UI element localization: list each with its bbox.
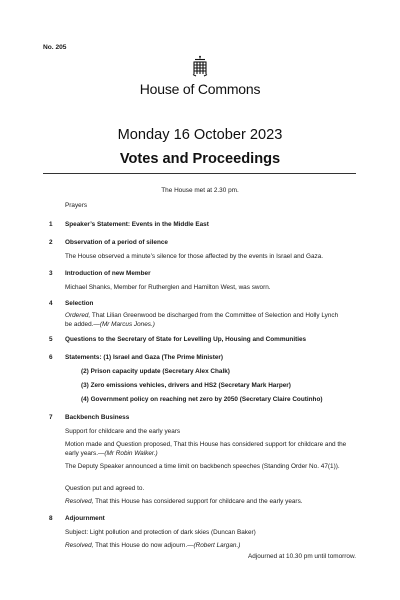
item-number: 8: [49, 515, 53, 522]
item-heading: Backbench Business: [65, 414, 130, 421]
item-heading: Speaker’s Statement: Events in the Middle East: [65, 221, 209, 228]
adjourned-time: Adjourned at 10.30 pm until tomorrow.: [248, 553, 356, 560]
resolution-text: That this House has considered support for childcare and the early years.: [93, 498, 303, 505]
ordered-label: Ordered,: [65, 312, 91, 319]
resolved-label: Resolved,: [65, 498, 94, 505]
statement-item: (3) Zero emissions vehicles, drivers and HS2 (Secretary Mark Harper): [81, 382, 291, 389]
adjournment-subject: Subject: Light pollution and protection of dark skies (Duncan Baker): [65, 529, 256, 536]
statement-item: (4) Government policy on reaching net zero by 2050 (Secretary Claire Coutinho): [81, 396, 323, 403]
item-heading: Introduction of new Member: [65, 270, 151, 277]
portcullis-icon: [188, 55, 212, 79]
resolution-text: That this House do now adjourn.—: [93, 542, 194, 549]
mover-name: (Mr Marcus Jones.): [99, 321, 155, 328]
title-divider: [43, 173, 356, 174]
item-text: Michael Shanks, Member for Rutherglen and Hamilton West, was sworn.: [65, 284, 271, 291]
item-number: 2: [49, 239, 53, 246]
resolved-label: Resolved,: [65, 542, 94, 549]
resolution: [65, 497, 357, 506]
item-text: The House observed a minute’s silence for those affected by the events in Israel and Gaza.: [65, 253, 324, 260]
item-heading: Questions to the Secretary of State for Levelling Up, Housing and Communities: [65, 336, 307, 343]
mover-name: (Robert Largan.): [193, 542, 241, 549]
deputy-speaker-note: The Deputy Speaker announced a time limit on backbench speeches (Standing Order No. 47(1)).: [65, 463, 340, 470]
selection-order: [65, 311, 340, 329]
document-date: Monday 16 October 2023: [117, 127, 283, 143]
meeting-time: The House met at 2.30 pm.: [161, 187, 239, 194]
debate-subject: Support for childcare and the early years: [65, 428, 181, 435]
mover-name: (Mr Robin Walker.): [104, 450, 158, 457]
item-number: 4: [49, 300, 53, 307]
statement-item: (2) Prison capacity update (Secretary Alex Chalk): [81, 368, 230, 375]
item-number: 5: [49, 336, 53, 343]
question-result: Question put and agreed to.: [65, 485, 145, 492]
item-number: 3: [49, 270, 53, 277]
item-number: 1: [49, 221, 53, 228]
item-heading: Statements: (1) Israel and Gaza (The Prime Minister): [65, 354, 224, 361]
order-text: That Lilian Greenwood be discharged from the Committee of Selection and Holly Lynch be added.—: [65, 312, 339, 328]
motion-text: [65, 440, 347, 458]
motion-body: Motion made and Question proposed, That this House has considered support for childcare and the early years.—: [65, 441, 347, 457]
prayers-label: Prayers: [65, 202, 88, 209]
resolution: [65, 541, 357, 550]
item-number: 6: [49, 354, 53, 361]
house-name: House of Commons: [139, 81, 261, 97]
document-number: No. 205: [43, 44, 67, 51]
item-heading: Adjournment: [65, 515, 105, 522]
item-number: 7: [49, 414, 53, 421]
item-heading: Observation of a period of silence: [65, 239, 168, 246]
item-heading: Selection: [65, 300, 94, 307]
document-title: Votes and Proceedings: [119, 151, 281, 167]
